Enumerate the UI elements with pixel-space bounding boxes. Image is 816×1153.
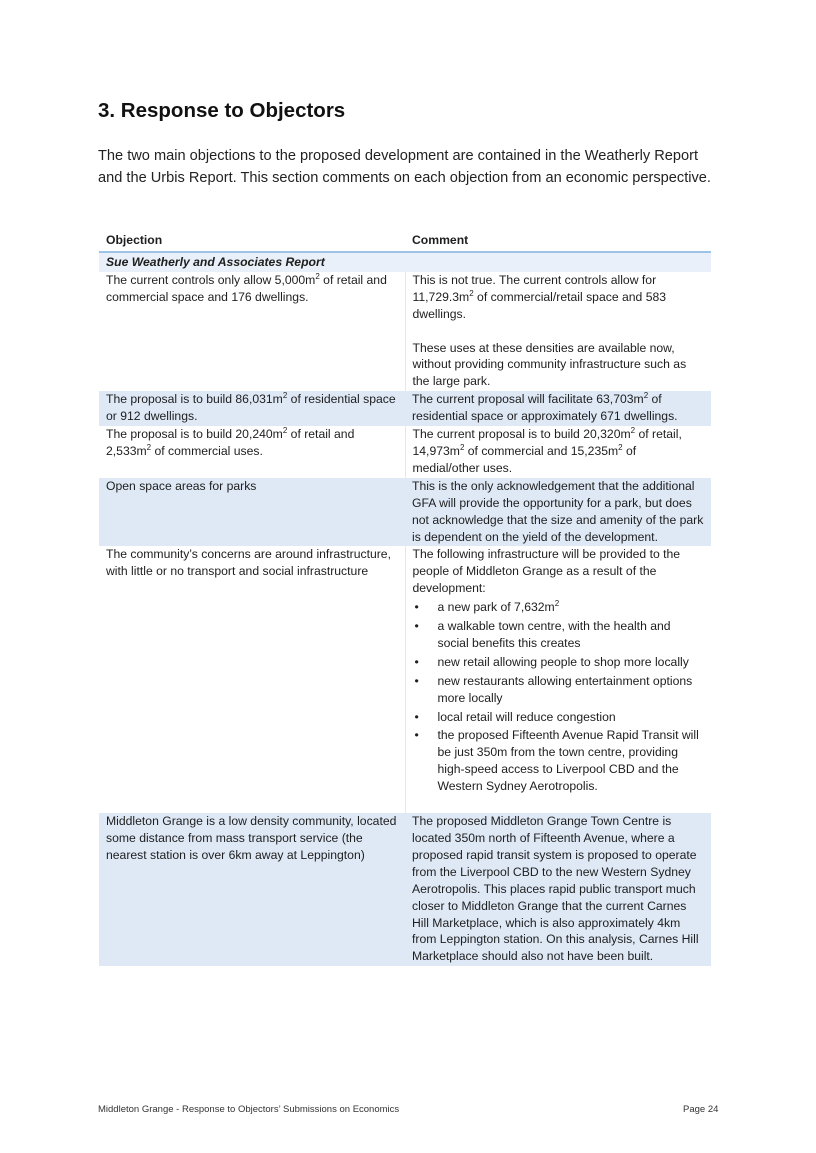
list-item: • new restaurants allowing entertainment options more locally (414, 673, 693, 705)
objection-cell: The proposal is to build $86,031m^2$ of residential space or 912 dwellings. (99, 391, 405, 426)
section-title: Sue Weatherly and Associates Report (99, 252, 711, 272)
comment-column-header: Comment (405, 230, 711, 252)
list-item: • a walkable town centre, with the health and social benefits this creates (414, 619, 671, 650)
comment-cell: The current proposal will facilitate $63,703m^2$ of residential space or approximately 671 dwellings. (405, 391, 711, 426)
list-item: • the proposed Fifteenth Avenue Rapid Transit will be just 350m from the town centre, providing high-speed access to Liverpool CBD and the Western Sydney Aerotropolis. (414, 728, 699, 794)
table-row (99, 272, 711, 391)
objection-column-header: Objection (99, 230, 405, 252)
comment-cell: This is not true. The current controls allow for $11,729.3m^2$ of commercial/retail space and 583 dwellings. These uses at these densities are available now, without providing community infrastructure such as the large park. (405, 272, 711, 391)
table-row (99, 813, 711, 966)
objections-table (99, 230, 711, 966)
footer-title: Middleton Grange - Response to Objectors’ Submissions on Economics (98, 1104, 400, 1115)
table-row (99, 546, 711, 813)
table-row (99, 391, 711, 426)
table-row (99, 478, 711, 547)
comment-cell: The current proposal is to build $20,320m^2$ of retail, $14,973m^2$ of commercial and $15,235m^2$ of medial/other uses. (405, 426, 711, 478)
table-row (99, 426, 711, 478)
comment-cell: The proposed Middleton Grange Town Centre is located 350m north of Fifteenth Avenue, where a proposed rapid transit system is proposed to operate from the Liverpool CBD to the new Western Sydney Aerotropolis. This places rapid public transport much closer to Middleton Grange that the current Carnes Hill Marketplace, which is also approximately 4km from Leppington station. On this analysis, Carnes Hill Marketplace should also not have been built. (405, 813, 711, 966)
comment-cell: This is the only acknowledgement that the additional GFA will provide the opportunity for a park, but does not acknowledge that the size and amenity of the park is dependent on the yield of the development. (405, 478, 711, 547)
objection-cell: Middleton Grange is a low density community, located some distance from mass transport service (the nearest station is over 6km away at Leppington) (99, 813, 405, 966)
intro-paragraph: The two main objections to the proposed development are contained in the Weatherly Report and the Urbis Report. This section comments on each objection from an economic perspective. (98, 148, 711, 186)
objection-cell: Open space areas for parks (99, 478, 405, 547)
section-row (99, 252, 711, 272)
table-header-row (99, 230, 711, 252)
objection-cell: The current controls only allow $5,000m^2$ of retail and commercial space and 176 dwellings. (99, 272, 405, 391)
page-heading: 3. Response to Objectors (98, 99, 346, 122)
page-number: Page 24 (683, 1104, 719, 1115)
objection-cell: The proposal is to build $20,240m^2$ of retail and $2,533m^2$ of commercial uses. (99, 426, 405, 478)
objection-cell: The community’s concerns are around infrastructure, with little or no transport and social infrastructure (99, 546, 405, 813)
list-item: • local retail will reduce congestion (414, 709, 616, 724)
list-item: • new retail allowing people to shop more locally (414, 654, 689, 669)
list-item: • a new park of $7,632m^2$ (414, 599, 560, 615)
infrastructure-list (413, 599, 705, 795)
comment-cell: The following infrastructure will be provided to the people of Middleton Grange as a result of the development: • a new park of $7,632m^2$ • a walkable town centre, with the health and social benefits this creates • new retail allowing people to shop more locally • new restaurants allowing entertainment options more locally • local retail will reduce congestion • the proposed Fifteenth Avenue Rapid Transit will be just 350m from the town centre, providing high-speed access to Liverpool CBD and the Western Sydney Aerotropolis. (405, 546, 711, 813)
